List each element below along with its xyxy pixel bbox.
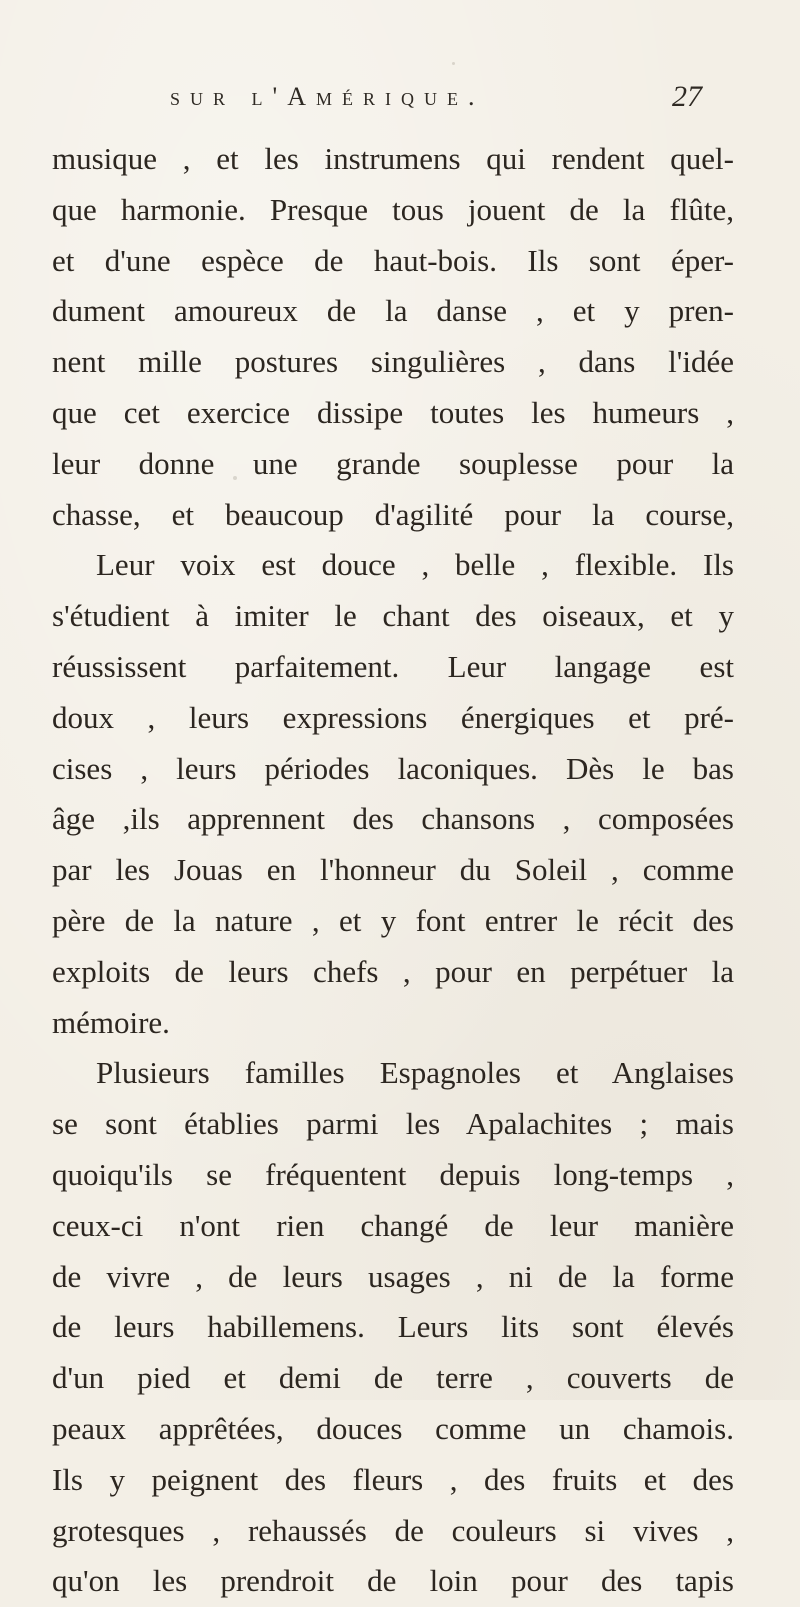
text-line: chasse, et beaucoup d'agilité pour la course, [52,496,734,532]
text-line: cises , leurs périodes laconiques. Dès le bas [52,750,734,786]
text-line: âge ,ils apprennent des chansons , composées [52,801,734,837]
text-line: musique , et les instrumens qui rendent quel- [52,141,734,176]
body-text [52,134,734,1607]
text-line: leur donne une grande souplesse pour la [52,445,734,481]
running-title: sur l'Amérique. [170,82,485,111]
text-line: dument amoureux de la danse , et y pren- [52,293,734,329]
paper-speck [452,62,455,65]
text-line: de vivre , de leurs usages , ni de la forme [52,1258,734,1294]
text-line: père de la nature , et y font entrer le récit des [52,902,734,938]
text-line: s'étudient à imiter le chant des oiseaux, et y [52,598,734,634]
text-line: de leurs habillemens. Leurs lits sont élevés [52,1309,734,1345]
text-line: Ils y peignent des fleurs , des fruits et des [52,1461,734,1497]
text-line: exploits de leurs chefs , pour en perpétuer la [52,953,734,989]
text-line: nent mille postures singulières , dans l'idée [52,344,734,380]
text-line: par les Jouas en l'honneur du Soleil , comme [52,852,734,888]
running-header [150,78,710,118]
text-line: grotesques , rehaussés de couleurs si vives , [52,1512,734,1548]
text-line: mémoire. [52,1004,170,1040]
text-line: quoiqu'ils se fréquentent depuis long-temps , [52,1156,734,1192]
text-line: se sont établies parmi les Apalachites ; mais [52,1106,734,1142]
text-line: Leur voix est douce , belle , flexible. Ils [96,547,734,583]
page-number: 27 [672,80,702,113]
text-line: doux , leurs expressions énergiques et pré- [52,699,734,735]
text-line: peaux apprêtées, douces comme un chamois. [52,1410,734,1446]
text-line: Plusieurs familles Espagnoles et Anglaises [96,1055,734,1091]
text-line: que cet exercice dissipe toutes les humeurs , [52,394,734,430]
text-line: et d'une espèce de haut-bois. Ils sont éper- [52,242,734,278]
text-line: ceux-ci n'ont rien changé de leur manière [52,1207,734,1243]
text-line: réussissent parfaitement. Leur langage est [52,648,734,684]
text-line: qu'on les prendroit de loin pour des tapis [52,1563,734,1599]
text-line: d'un pied et demi de terre , couverts de [52,1360,734,1396]
text-line: que harmonie. Presque tous jouent de la flûte, [52,191,734,227]
